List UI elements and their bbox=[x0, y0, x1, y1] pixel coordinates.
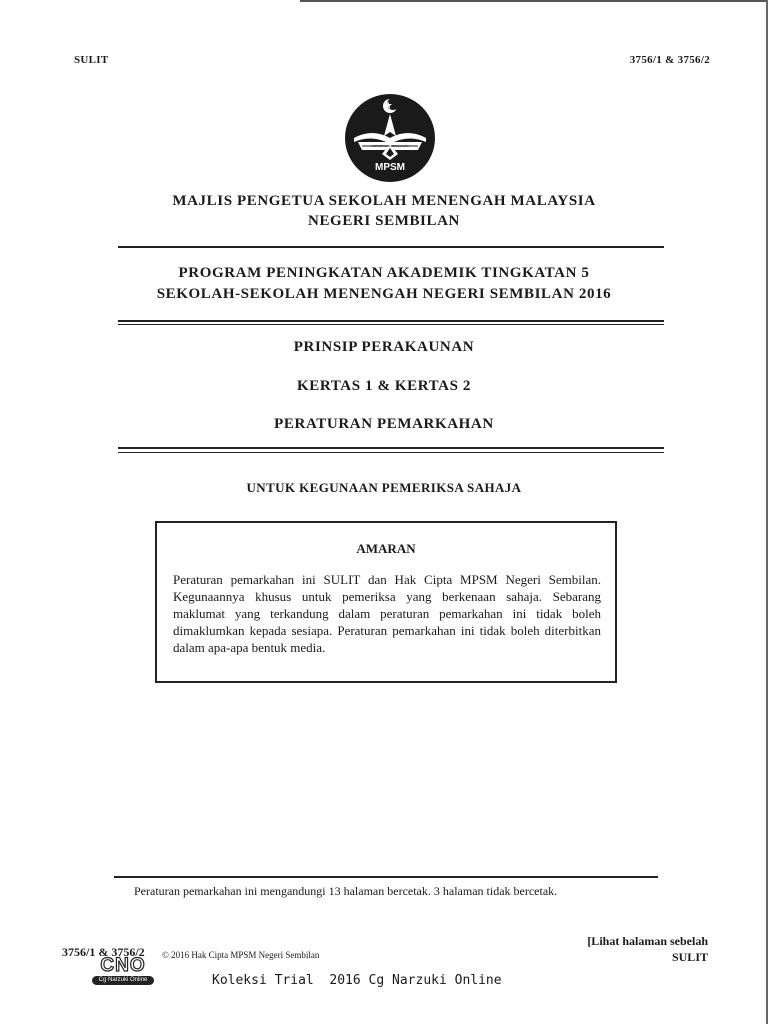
warning-body: Peraturan pemarkahan ini SULIT dan Hak Cipta MPSM Negeri Sembilan. Kegunaannya khusus untuk pemeriksa yang berkenaan sahaja. Sebarang maklumat yang terkandung dalam peraturan pemarkahan ini tidak boleh dimaklumkan kepada sesiapa. Peraturan pemarkahan ini tidak boleh diterbitkan dalam apa-apa bentuk media. bbox=[173, 572, 601, 655]
document-type: PERATURAN PEMARKAHAN bbox=[274, 416, 494, 432]
program-line-2: SEKOLAH-SEKOLAH MENENGAH NEGERI SEMBILAN 2016 bbox=[156, 286, 612, 302]
footer-classification: SULIT bbox=[671, 950, 708, 964]
warning-box bbox=[155, 521, 617, 683]
header-paper-code: 3756/1 & 3756/2 bbox=[629, 54, 710, 66]
usage-note: UNTUK KEGUNAAN PEMERIKSA SAHAJA bbox=[246, 480, 522, 495]
divider-3b bbox=[118, 452, 664, 453]
watermark-subtitle: Cg Narzuki Online bbox=[92, 976, 154, 985]
watermark-logo-text: CNO bbox=[100, 955, 146, 976]
council-line-1: MAJLIS PENGETUA SEKOLAH MENENGAH MALAYSIA bbox=[172, 193, 596, 209]
cno-watermark bbox=[88, 955, 158, 985]
footnote-rule bbox=[114, 876, 658, 878]
subject-title: PRINSIP PERAKAUNAN bbox=[293, 339, 475, 355]
turn-page-note: [Lihat halaman sebelah bbox=[587, 934, 708, 948]
mpsm-logo bbox=[344, 92, 436, 184]
program-line-1: PROGRAM PENINGKATAN AKADEMIK TINGKATAN 5 bbox=[178, 265, 590, 281]
divider-2b bbox=[118, 324, 664, 325]
divider-1 bbox=[118, 246, 664, 248]
page-count-note: Peraturan pemarkahan ini mengandungi 13 halaman bercetak. 3 halaman tidak bercetak. bbox=[134, 884, 558, 898]
logo-label: MPSM bbox=[375, 162, 405, 173]
council-line-2: NEGERI SEMBILAN bbox=[308, 213, 460, 229]
collection-label: Koleksi Trial 2016 Cg Narzuki Online bbox=[212, 973, 502, 988]
scan-top-edge bbox=[300, 0, 768, 2]
paper-numbers: KERTAS 1 & KERTAS 2 bbox=[297, 378, 471, 394]
footer-copyright: © 2016 Hak Cipta MPSM Negeri Sembilan bbox=[162, 950, 320, 960]
emblem-motto: KEPIMPINAN BERKUALITI bbox=[371, 144, 409, 148]
warning-title: AMARAN bbox=[356, 541, 416, 556]
header-classification: SULIT bbox=[74, 54, 109, 66]
divider-2a bbox=[118, 320, 664, 322]
divider-3a bbox=[118, 447, 664, 449]
footer-paper-code: 3756/1 & 3756/2 bbox=[62, 945, 145, 959]
